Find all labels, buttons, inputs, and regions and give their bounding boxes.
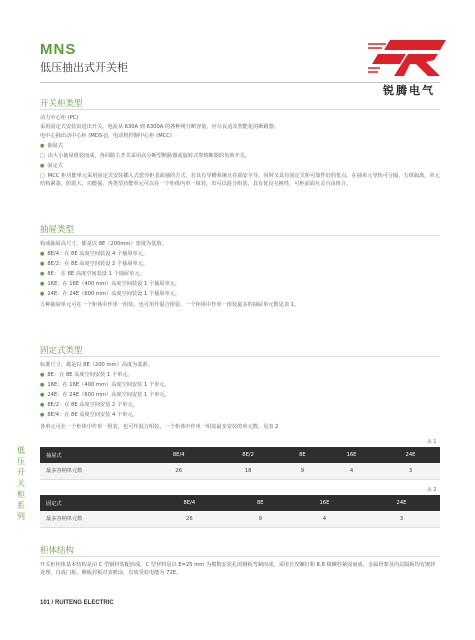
list-item-text: 8E/4：在 8E 高度空间安装 4 个单元。 [47,412,138,418]
table-fixed-capacity [40,495,440,528]
list-item [40,371,440,379]
list-item-text: 8E：在 8E 高度空间安装 1 个单元。 [47,372,133,378]
paragraph-mcc [40,172,440,188]
table-cell: 26 [144,463,213,479]
page-title-cn: 低压抽出式开关柜 [40,61,128,74]
page-footer: 101 / RUITENG ELECTRIC [40,600,114,606]
list-item [40,290,440,298]
table-header-cell: 8E/4 [144,495,235,511]
table-caption: 表 1 [427,440,437,445]
list-item [40,142,440,150]
section-divider [40,235,440,236]
paragraph-line: 五种抽屉单元可在一个柜体中作单一组装，也可用作混合组装，一个柜体中作单一组装最多的抽屉单元数见表 1。 [40,302,300,308]
list-item-text: 8E/4：在 8E 高度空间装设 4 个抽屉单元。 [47,251,149,257]
table-header-cell: 8E [283,447,322,463]
paragraph-line: 构成抽屉高尺寸，都是以 8E（200mm）宽度为基值。 [40,241,167,247]
table-caption: 表 2 [427,488,437,493]
list-item-text: 抽屉式 [47,143,63,149]
paragraph-line: 标准尺寸，都是以 8E（200 mm）高度为基准。 [40,362,153,368]
list-item-text: 16E：在 16E（400 mm）高度空间装设 1 个抽屉单元。 [47,281,181,287]
table-cell: 26 [144,511,235,527]
table-cell: 9 [235,511,286,527]
logo-text: 锐腾电气 [383,84,435,97]
section-divider [40,356,440,357]
list-item-text: 8E/2：在 8E 高度空间装设 2 个抽屉单元。 [47,261,149,267]
table-cell: 3 [381,463,440,479]
table-header-cell: 固定式 [40,495,144,511]
company-logo [368,38,448,100]
list-item-text: 由大小抽屉组装而成，各回路主开关采用高分断型断路器或旋转式带熔断器的负荷开关。 [47,153,251,159]
table-header-cell: 抽屉式 [40,447,144,463]
section-divider [40,109,440,110]
table-header-cell: 8E/2 [213,447,282,463]
section-divider [40,556,440,557]
table-header-cell: 16E [286,495,363,511]
list-item [40,280,440,288]
table-header-cell: 8E/4 [144,447,213,463]
page-title-en: MNS [40,41,77,58]
paragraph-line: 电中心抽出动中心柜 (MDS-J)，电动机控制中心柜 (MCC) [40,133,172,139]
list-item-text: 固定式 [47,163,63,169]
list-item [40,260,440,268]
section-title-switch-types: 开关柜类型 [40,99,83,109]
paragraph-text: MCC 柜功能单元采用固定式安装插入式您旁柜表面抽的方式，若其有导槽系统且在端安全导，同时又具有固定式柜可靠性好的优点。在抽单元导轨可分隔，五组隔离，单元结构紧凑，防震大，功能强，各类型功能单元可以在一个柜体内单一组装，出可以混合组装，具有优良互换性，可柜前面互灵自由组合。 [40,173,440,187]
table-cell: 最多容纳单元数 [40,463,144,479]
list-item-text: 24E：在 24E（600 mm）高度空间安装 1 个单元。 [47,392,170,398]
logo-mark-icon [368,38,448,80]
table-header-row [40,495,440,511]
table-header-cell: 16E [322,447,381,463]
list-item [40,152,440,160]
section-title-structure: 柜体结构 [40,546,75,556]
table-header-cell: 8E [235,495,286,511]
table-header-row [40,447,440,463]
table-row [40,511,440,527]
list-item [40,162,440,170]
list-item-text: 24E：在 24E（600 mm）高度空间装设 1 个抽屉单元。 [47,291,181,297]
list-item [40,391,440,399]
table-row [40,463,440,479]
section-title-drawer-types: 抽屉类型 [40,225,75,235]
table-header-cell: 24E [363,495,440,511]
table-cell: 最多容纳单元数 [40,511,144,527]
paragraph-line: 各单元可在一个柜体中作单一组装，也可作混合组装，一个柜体中作单一组装最多安装的单元数，见表 2 [40,424,279,430]
paragraph-line: 动力中心柜 (PC) [40,115,79,121]
table-cell: 4 [286,511,363,527]
list-item-text: 16E：在 16E（400 mm）高度空间安装 1 个单元。 [47,382,170,388]
table-cell: 18 [213,463,282,479]
list-item [40,270,440,278]
paragraph-structure: 开关柜柜体基本结构是由 C 型钢材装配而成。C 型材料是以 E=25 mm 为模数安装孔的钢板弯制而成，采用自攻螺钉和 8.8 级螺栓紧固而成，金属骨架及内层隔板均有镀锌处理。自成门板，侧板封板对表喷涂，有效受装电能为 72E。 [40,562,436,576]
list-item-text: 8E： 在 8E 高度空间装设 1 个抽屉单元。 [47,271,145,277]
section-title-fixed-types: 固定式类型 [40,346,83,356]
side-label: 低压开关柜系列 [17,446,25,521]
table-cell: 9 [283,463,322,479]
list-item-text: 8E/2：在 8E 高度空间安装 2 个单元。 [47,402,138,408]
table-header-cell: 24E [381,447,440,463]
paragraph-line: 采用固定式安装由进出开关，电流从 630A 到 6300A 的各种规分断容量，应尽良适及智能化的断路器。 [40,124,280,130]
table-drawer-capacity [40,447,440,480]
list-item [40,250,440,258]
list-item [40,411,440,419]
list-item [40,401,440,409]
list-item [40,381,440,389]
header-divider [40,82,440,83]
table-cell: 4 [322,463,381,479]
table-cell: 3 [363,511,440,527]
